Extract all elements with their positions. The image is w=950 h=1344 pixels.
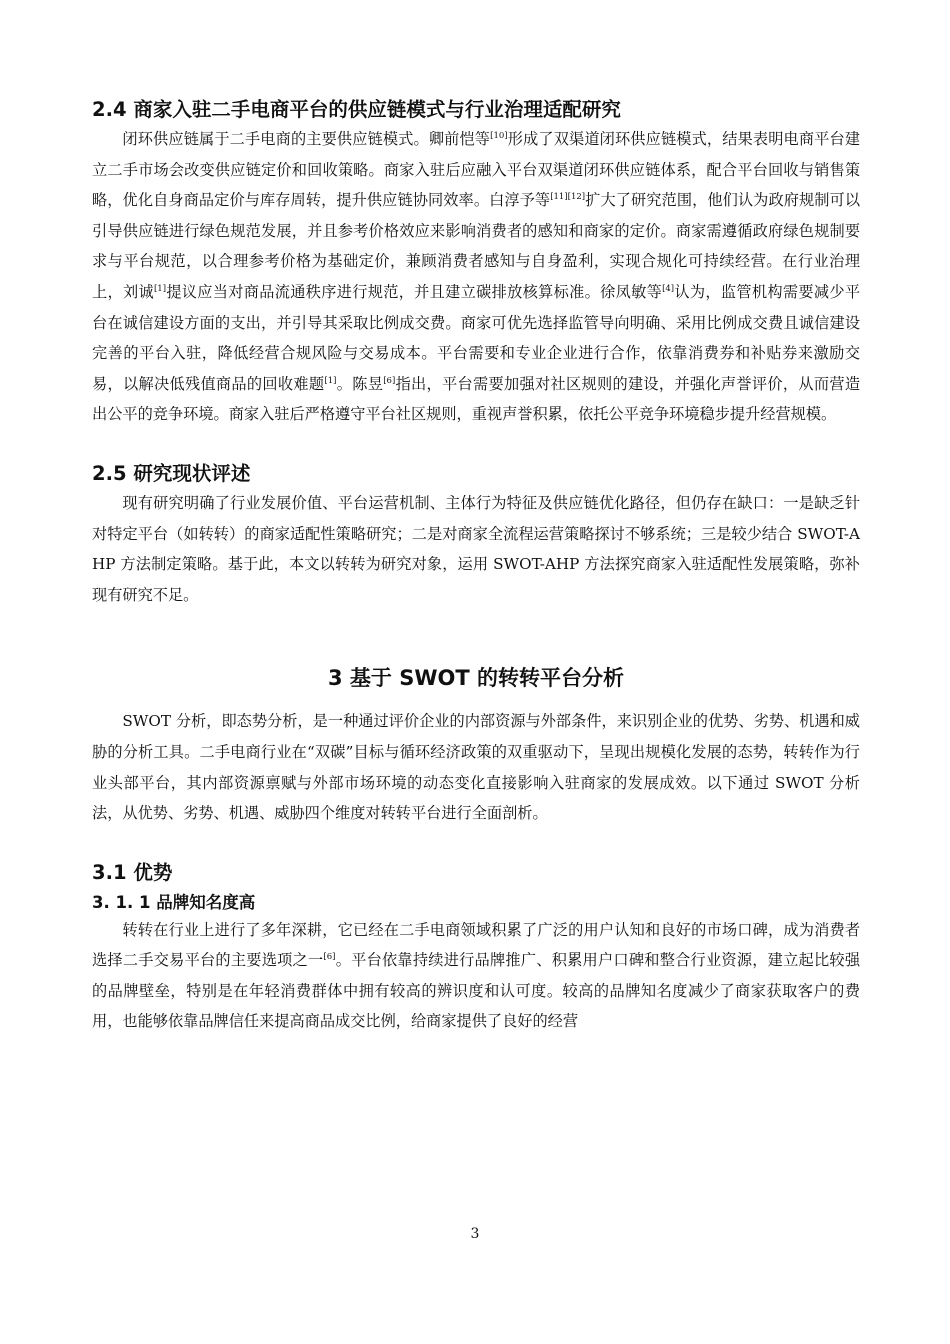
subsection-heading-3-1-1: 3. 1. 1 品牌知名度高 — [92, 892, 256, 912]
chapter-3-paragraph — [92, 706, 860, 828]
text-run: 指出，平台需要加强对社区规则的建设，并强化声誉评价，从而营造出公平的竞争环境。商家入驻后严格遵守平台社区规则，重视声誉积累，依托公平竞争环境稳步提升经营规模。 — [92, 374, 861, 424]
section-heading-2-5: 2.5 研究现状评述 — [92, 461, 251, 485]
citation-marker: [6] — [323, 952, 336, 963]
text-run: SWOT 分析，即态势分析，是一种通过评价企业的内部资源与外部条件，来识别企业的优势、劣势、机遇和威胁的分析工具。二手电商行业在“双碳”目标与循环经济政策的双重驱动下，呈现出规模化发展的态势，转转作为行业头部平台，其内部资源禀赋与外部市场环境的动态变化直接影响入驻商家的发展成效。以下通过 SWOT 分析法，从优势、劣势、机遇、威胁四个维度对转转平台进行全面剖析。 — [92, 712, 860, 823]
text-run: 闭环供应链属于二手电商的主要供应链模式。卿前恺等 — [122, 130, 491, 148]
citation-marker: [1] — [153, 283, 167, 294]
citation-marker: [10] — [490, 131, 508, 141]
section-heading-3-1: 3.1 优势 — [92, 860, 173, 884]
text-run: 。平台依靠持续进行品牌推广、积累用户口碑和整合行业资源，建立起比较强的品牌壁垒，特别是在年轻消费群体中拥有较高的辨识度和认可度。较高的品牌知名度减少了商家获取客户的费用，也能够依靠品牌信任来提高商品成交比例，给商家提供了良好的经营 — [92, 951, 861, 1031]
page-content — [92, 96, 860, 1037]
text-run: 提议应当对商品流通秩序进行规范，并且建立碳排放核算标准。徐凤敏等 — [166, 282, 663, 301]
text-run: 现有研究明确了行业发展价值、平台运营机制、主体行为特征及供应链优化路径，但仍存在缺口：一是缺乏针对特定平台（如转转）的商家适配性策略研究；二是对商家全流程运营策略探讨不够系统；三是较少结合 SWOT-AHP 方法制定策略。基于此，本文以转转为研究对象，运用 SWOT-AHP 方法探究商家入驻适配性发展策略，弥补现有研究不足。 — [92, 493, 860, 604]
section-2-4-paragraph — [92, 124, 860, 430]
text-run: 认为，监管机构需要减少平台在诚信建设方面的支出，并引导其采取比例成交费。商家可优先选择监管导向明确、采用比例成交费且诚信建设完善的平台入驻，降低经营合规风险与交易成本。平台需要和专业企业进行合作，依靠消费券和补贴券来激励交易，以解决低残值商品的回收难题 — [92, 282, 861, 393]
section-2-5-paragraph — [92, 488, 860, 610]
citation-marker: [6] — [383, 375, 396, 386]
section-heading-2-4: 2.4 商家入驻二手电商平台的供应链模式与行业治理适配研究 — [92, 98, 621, 121]
citation-marker: [1] — [324, 375, 337, 386]
citation-marker: [11][12] — [550, 192, 586, 203]
text-run: 扩大了研究范围，他们认为政府规制可以引导供应链进行绿色规范发展，并且参考价格效应来影响消费者的感知和商家的定价。商家需遵循政府绿色规制要求与平台规范，以合理参考价格为基础定价，兼顾消费者感知与自身盈利，实现合规化可持续经营。在行业治理上，刘诚 — [92, 191, 861, 301]
text-run: 形成了双渠道闭环供应链模式，结果表明电商平台建立二手市场会改变供应链定价和回收策略。商家入驻后应融入平台双渠道闭环供应链体系，配合平台回收与销售策略，优化自身商品定价与库存周转，提升供应链协同效率。白淳予等 — [92, 130, 861, 210]
subsection-3-1-1-paragraph — [92, 915, 860, 1037]
text-run: 转转在行业上进行了多年深耕，它已经在二手电商领域积累了广泛的用户认知和良好的市场口碑，成为消费者选择二手交易平台的主要选项之一 — [92, 920, 860, 970]
chapter-heading-3: 3 基于 SWOT 的转转平台分析 — [327, 666, 624, 691]
text-run: 。陈昱 — [336, 374, 384, 393]
page-number: 3 — [470, 1226, 480, 1242]
citation-marker: [4] — [662, 283, 675, 294]
